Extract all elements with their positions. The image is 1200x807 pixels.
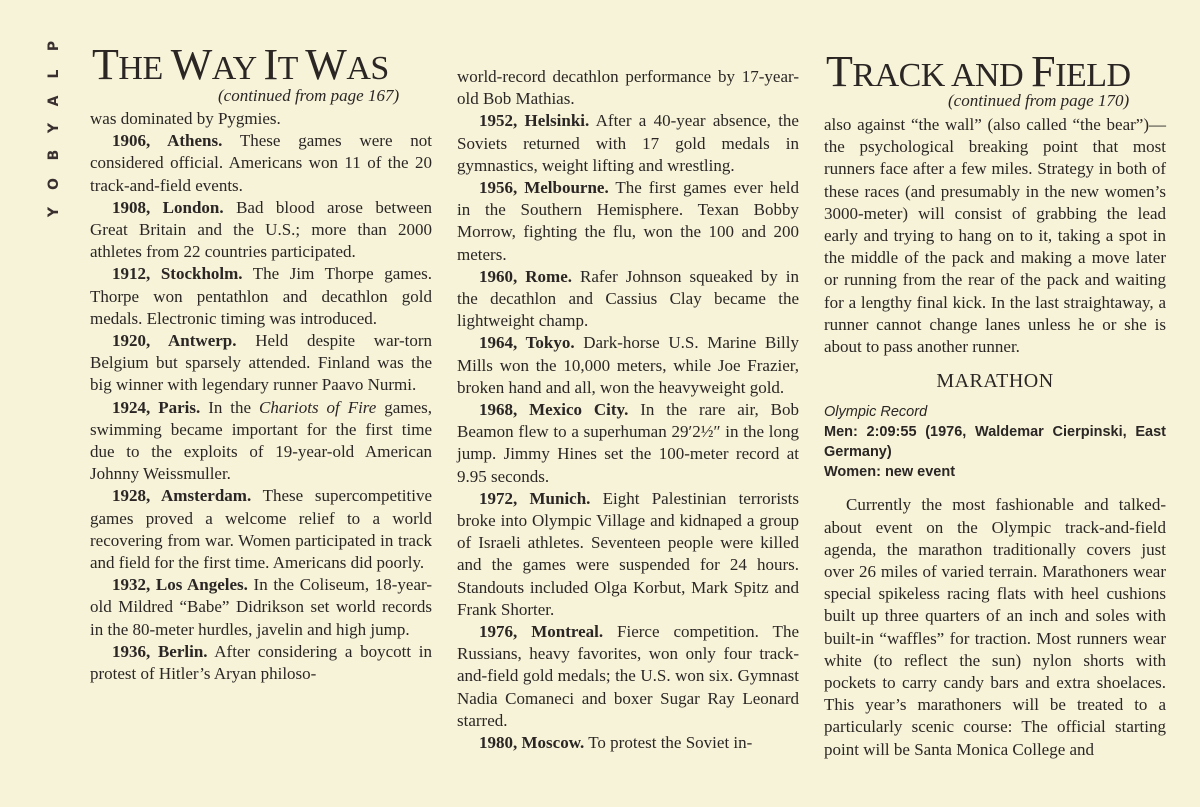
right-article-body <box>824 114 1166 761</box>
paragraph: 1932, Los Angeles. In the Coliseum, 18-year-old Mildred “Babe” Didrikson set world records in the 80-meter hurdles, javelin and high jump. <box>90 575 432 639</box>
paragraph: 1968, Mexico City. In the rare air, Bob Beamon flew to a superhuman 29′2½″ in the long jump. Jimmy Hines set the 100-meter record at 9.95 seconds. <box>457 400 799 486</box>
paragraph: 1960, Rome. Rafer Johnson squeaked by in the decathlon and Cassius Clay became the lightweight champ. <box>457 266 799 331</box>
section-heading-marathon: MARATHON <box>936 370 1054 393</box>
record-women: Women: new event <box>824 464 956 481</box>
paragraph: also against “the wall” (also called “the bear”)—the psychological breaking point that most runners face after a few miles. Strategy in both of these races (and presumably in the new women’s 3000-meter) will consist of grabbing the lead early and trying to hang on to it, taking a spot in the middle of the pack and making a move later or running from the rear of the pack and waiting for a lengthy final kick. In the last straightaway, a runner cannot change lanes unless he or she is about to pass another runner. <box>824 115 1166 357</box>
magazine-spine <box>38 34 70 234</box>
paragraph: world-record decathlon performance by 17-year-old Bob Mathias. <box>457 67 799 109</box>
left-article-title: THE WAY IT WAS <box>92 40 389 89</box>
paragraph: 1972, Munich. Eight Palestinian terrorists broke into Olympic Village and kidnaped a group of Israeli athletes. Seventeen people were killed and the games were suspended for 24 hours. Standouts included Olga Korbut, Mark Spitz and Frank Shorter. <box>457 488 799 619</box>
spine-letter: Y <box>46 122 62 134</box>
left-article-body-col1 <box>90 108 432 685</box>
left-continued-note: (continued from page 167) <box>218 86 400 105</box>
paragraph: 1952, Helsinki. After a 40-year absence, the Soviets returned with 17 gold medals in gymnastics, weight lifting and wrestling. <box>457 111 799 175</box>
paragraph: Currently the most fashionable and talked-about event on the Olympic track-and-field agenda, the marathon traditionally covers just over 26 miles of varied terrain. Marathoners wear special spikeless racing flats with heel cushions built up three quarters of an inch and soles with built-in “waffles” for traction. Most runners wear white (to reflect the sun) nylon shorts with pockets to carry candy bars and extra shoelaces. This year’s marathoners will be treated to a particularly scenic course: The official starting point will be Santa Monica College and <box>824 495 1166 759</box>
left-article-body-col2 <box>457 66 799 754</box>
spine-letter: Y <box>46 206 62 218</box>
paragraph: 1928, Amsterdam. These supercompetitive games proved a welcome relief to a world recovering from war. Women participated in track and field for the first time. Americans did poorly. <box>90 486 432 573</box>
right-continued-note: (continued from page 170) <box>948 91 1130 110</box>
spine-letter: P <box>46 40 62 52</box>
right-article-title: TRACK AND FIELD <box>826 47 1131 96</box>
paragraph: 1964, Tokyo. Dark-horse U.S. Marine Billy Mills won the 10,000 meters, while Joe Frazier, broken hand and all, won the heavyweight gold. <box>457 333 799 397</box>
paragraph: 1920, Antwerp. Held despite war-torn Belgium but sparsely attended. Finland was the big winner with legendary runner Paavo Nurmi. <box>90 331 432 395</box>
paragraph: 1980, Moscow. To protest the Soviet in- <box>479 733 753 753</box>
record-men: Men: 2:09:55 (1976, Waldemar Cierpinski, East Germany) <box>824 424 1166 461</box>
paragraph: 1924, Paris. In the Chariots of Fire games, swimming became important for the first time due to the exploits of 19-year-old American Johnny Weissmuller. <box>90 397 432 484</box>
paragraph: 1908, London. Bad blood arose between Great Britain and the U.S.; more than 2000 athletes from 22 countries participated. <box>90 197 432 262</box>
olympic-record-box <box>824 402 1166 482</box>
paragraph: 1976, Montreal. Fierce competition. The Russians, heavy favorites, won only four track-and-field gold medals; the U.S. won six. Gymnast Nadia Comaneci and boxer Sugar Ray Leonard starred. <box>457 622 799 730</box>
record-label: Olympic Record <box>824 404 928 421</box>
spine-letter: B <box>46 149 62 161</box>
paragraph: 1906, Athens. These games were not considered official. Americans won 11 of the 20 track-and-field events. <box>90 131 433 195</box>
paragraph: 1956, Melbourne. The first games ever held in the Southern Hemisphere. Texan Bobby Morrow, fighting the flu, won the 100 and 200 meters. <box>457 178 799 264</box>
paragraph: was dominated by Pygmies. <box>90 109 281 128</box>
spine-letter: L <box>46 69 62 79</box>
paragraph: 1936, Berlin. After considering a boycott in protest of Hitler’s Aryan philoso- <box>90 641 432 684</box>
paragraph: 1912, Stockholm. The Jim Thorpe games. Thorpe won pentathlon and decathlon gold medals. Electronic timing was introduced. <box>90 264 432 328</box>
spine-letter: A <box>46 95 62 107</box>
spine-letter: O <box>46 178 62 190</box>
